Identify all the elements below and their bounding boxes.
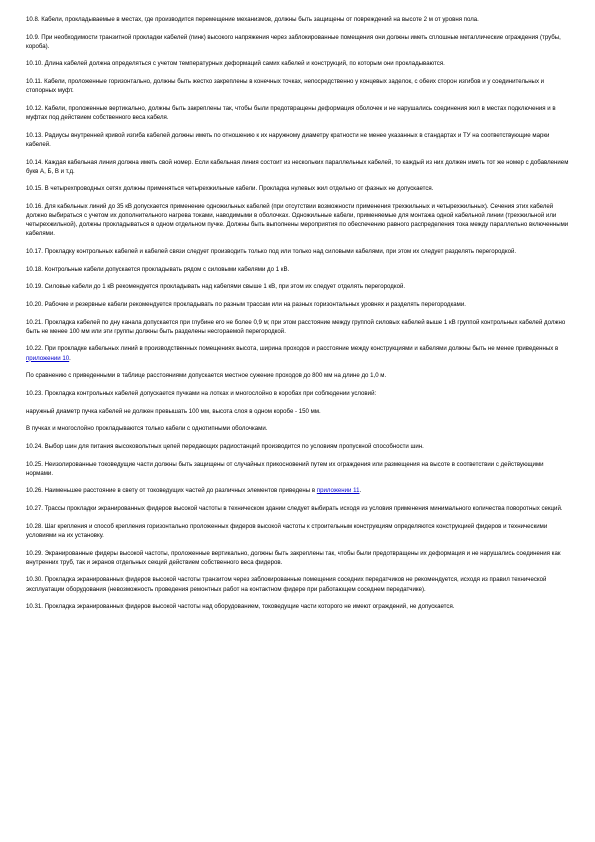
paragraph-10-16: 10.16. Для кабельных линий до 35 кВ допускается применение одножильных кабелей (при отсутствии возможности применения трехжильных и четырехжильных). Сечения этих кабелей должно выбираться с учетом их дополнительного нагрева токами, наводимыми в оболочках. Одножильные кабели, применяемые для монтажа одной кабельной линии (трехжильной или четырехжильной), должны прокладываться в одном отдельном пучке. Должны быть выполнены мероприятия по обеспечению равного распределения тока между параллельно включенными кабелями.	[26, 202, 569, 238]
paragraph-10-29: 10.29. Экранированные фидеры высокой частоты, проложенные вертикально, должны быть закреплены так, чтобы были предотвращены их деформация и не нарушались соединения как внутренних труб, так и экранов отдельных секций действием собственного веса фидеров.	[26, 549, 561, 566]
paragraph-10-27: 10.27. Трассы прокладки экранированных фидеров высокой частоты в техническом здании следует выбирать исходя из условия применения минимального количества поворотных секций.	[26, 505, 563, 513]
paragraph-10-22: 10.22. При прокладке кабельных линий в производственных помещениях высота, ширина проходов и расстояние между конструкциями и кабелями должны быть не менее приведенных в приложении 10.	[26, 345, 559, 362]
paragraph-10-8: 10.8. Кабели, прокладываемые в местах, где производится перемещение механизмов, должны быть защищены от повреждений на высоте 2 м от уровня пола.	[26, 16, 479, 23]
paragraph-bundle-sheaths: В пучках и многослойно прокладываются только кабели с однотипными оболочками.	[26, 425, 268, 433]
paragraph-10-19: 10.19. Силовые кабели до 1 кВ рекомендуется прокладывать над кабелями свыше 1 кВ, при этом их следует отделять перегородкой.	[26, 283, 406, 291]
paragraph-10-11: 10.11. Кабели, проложенные горизонтально, должны быть жестко закреплены в конечных точках, непосредственно у концевых заделок, с обеих сторон изгибов и у соединительных и стопорных муфт.	[26, 78, 545, 95]
paragraph-10-31: 10.31. Прокладка экранированных фидеров высокой частоты над оборудованием, токоведущие части которого не имеют ограждений, не допускается.	[26, 603, 455, 611]
paragraph-10-12: 10.12. Кабели, проложенные вертикально, должны быть закреплены так, чтобы были предотвращены деформация оболочек и не нарушались соединения жил в местах подключения и в муфтах под действием собственного веса кабеля.	[26, 104, 556, 122]
paragraph-10-28: 10.28. Шаг крепления и способ крепления горизонтально проложенных фидеров высокой частоты к строительным конструкциям определяются конструкцией фидеров и техническими условиями на их установку.	[26, 522, 548, 539]
paragraph-10-13: 10.13. Радиусы внутренней кривой изгиба кабелей должны иметь по отношению к их наружному диаметру кратности не менее указанных в стандартах и ТУ на соответствующие марки кабелей.	[26, 131, 550, 148]
paragraph-10-20: 10.20. Рабочие и резервные кабели рекомендуется прокладывать по разным трассам или на разных горизонтальных уровнях и разделять перегородками.	[26, 301, 466, 308]
document-page	[26, 15, 571, 620]
paragraph-bundle-diameter: наружный диаметр пучка кабелей не должен превышать 100 мм, высота слоя в одном коробе - 150 мм.	[26, 407, 321, 415]
paragraph-passage-narrowing: По сравнению с приведенными в таблице расстояниями допускается местное сужение проходов до 800 мм на длине до 1,0 м.	[26, 372, 387, 380]
paragraph-10-15: 10.15. В четырехпроводных сетях должны применяться четырехжильные кабели. Прокладка нулевых жил отдельно от фазных не допускается.	[26, 185, 434, 193]
paragraph-10-24: 10.24. Выбор шин для питания высоковольтных цепей передающих радиостанций производится по условиям пропускной способности шин.	[26, 443, 424, 450]
paragraph-10-30: 10.30. Прокладка экранированных фидеров высокой частоты транзитом через заблокированные помещения соседних передатчиков не рекомендуется, исходя из правил технической эксплуатации оборудования (невозможность проведения ремонтных работ на контактном фидере при работающем соседнем передатчике).	[26, 576, 547, 593]
appendix-10-link[interactable]: приложении 10	[26, 354, 70, 362]
paragraph-10-9: 10.9. При необходимости транзитной прокладки кабелей (пинк) высокого напряжения через заблокированные помещения они должны иметь сплошные металлические ограждения (трубы, короба).	[26, 33, 561, 50]
paragraph-10-25: 10.25. Неизолированные токоведущие части должны быть защищены от случайных прикосновений путем их ограждения или размещения на высоте в соответствии с действующими нормами.	[26, 460, 544, 477]
paragraph-10-26: 10.26. Наименьшее расстояние в свету от токоведущих частей до различных элементов приведены в приложении 11.	[26, 487, 362, 495]
appendix-11-link[interactable]: приложении 11	[316, 487, 360, 495]
paragraph-10-23: 10.23. Прокладка контрольных кабелей допускается пучками на лотках и многослойно в коробах при соблюдении условий:	[26, 389, 377, 397]
paragraph-10-17: 10.17. Прокладку контрольных кабелей и кабелей связи следует производить только под или только над силовыми кабелями, при этом их следует разделять перегородкой.	[26, 247, 517, 255]
paragraph-10-21: 10.21. Прокладка кабелей по дну канала допускается при глубине его не более 0,9 м; при этом расстояние между группой силовых кабелей выше 1 кВ группой контрольных кабелей должно быть не менее 100 мм или эти группы должны быть разделены несгораемой перегородкой.	[26, 318, 566, 335]
paragraph-10-14: 10.14. Каждая кабельная линия должна иметь свой номер. Если кабельная линия состоит из нескольких параллельных кабелей, то каждый из них должен иметь тот же номер с добавлением букв А, Б, В и т.д.	[26, 158, 569, 175]
paragraph-10-10: 10.10. Длина кабелей должна определяться с учетом температурных деформаций самих кабелей и конструкций, по которым они прокладываются.	[26, 60, 445, 68]
paragraph-10-18: 10.18. Контрольные кабели допускается прокладывать рядом с силовыми кабелями до 1 кВ.	[26, 265, 290, 273]
